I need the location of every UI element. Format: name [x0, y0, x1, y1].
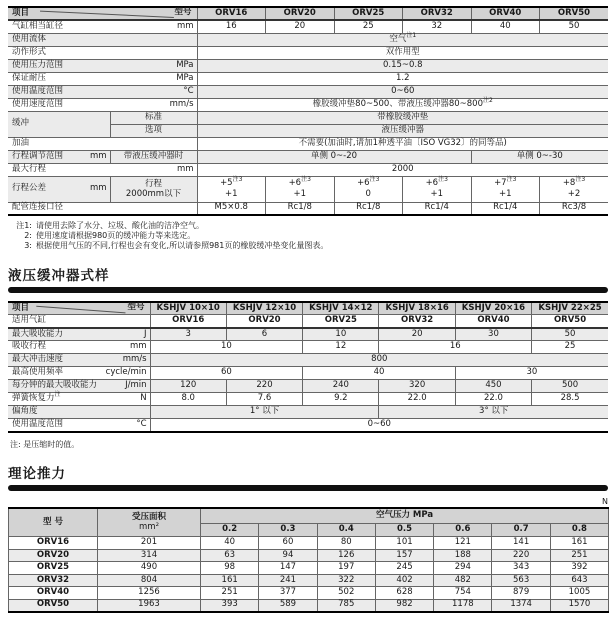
sub-line1: 行程 — [144, 178, 162, 189]
tolerance-upper: +5 — [220, 178, 233, 189]
thrust-value: 343 — [492, 562, 550, 575]
note-ref: 注3 — [369, 176, 380, 184]
row-label-impact-speed — [8, 354, 150, 367]
value-cell: 20 — [266, 20, 335, 33]
model-header: KSHJV 12×10 — [226, 302, 302, 315]
thrust-value: 141 — [492, 537, 550, 550]
thrust-value: 1374 — [492, 599, 550, 612]
spec-row-stroke-tolerance — [8, 176, 608, 202]
tolerance-cell — [197, 176, 266, 202]
value-cell: 22.0 — [379, 393, 455, 406]
label-text: 行程调节范围 — [12, 150, 64, 161]
tolerance-upper: +8 — [562, 178, 576, 189]
spec-table — [8, 6, 608, 216]
thrust-value: 251 — [550, 549, 608, 562]
thrust-value: 563 — [492, 574, 550, 587]
sub-label-stroke-range — [110, 176, 197, 202]
thrust-value: 402 — [375, 574, 433, 587]
row-label-angle: 偏角度 — [8, 406, 150, 419]
row-label-stroke — [8, 341, 150, 354]
tolerance-cell — [403, 176, 472, 202]
value-cell: 240 — [303, 380, 379, 393]
thrust-row — [9, 574, 609, 587]
label-text: 行程公差 — [12, 183, 47, 194]
value-cell: 0.15~0.8 — [197, 59, 608, 72]
thrust-value: 294 — [434, 562, 492, 575]
absorber-row-cylinder — [8, 315, 608, 328]
thrust-header-row-1 — [9, 508, 609, 524]
label-text: 使用速度范围 — [12, 98, 64, 109]
thrust-value: 643 — [550, 574, 608, 587]
sub-label-standard: 标准 — [110, 111, 197, 124]
value-cell: 带橡胶缓冲垫 — [197, 111, 608, 124]
absorber-row-temperature — [8, 419, 608, 432]
value-cell: 40 — [471, 20, 540, 33]
area-cell: 201 — [98, 537, 201, 550]
tolerance-lower: +1 — [430, 189, 444, 199]
model-cell: ORV16 — [9, 537, 98, 550]
row-label-action: 动作形式 — [8, 46, 197, 59]
label-text: 保证耐压 — [12, 72, 47, 83]
unit-text: N — [140, 393, 147, 404]
thrust-value: 161 — [201, 574, 259, 587]
corner-item-label: 项目 — [12, 8, 30, 18]
absorber-corner-cell — [8, 302, 150, 315]
absorber-table — [8, 301, 608, 433]
value-cell: ORV32 — [379, 315, 455, 328]
value-cell: 800 — [150, 354, 608, 367]
label-text: 使用温度范围 — [12, 419, 64, 430]
value-cell: Rc1/4 — [403, 202, 472, 215]
thrust-table — [8, 507, 609, 613]
spec-row-cushion-standard — [8, 111, 608, 124]
value-cell: 320 — [379, 380, 455, 393]
model-header: ORV25 — [334, 7, 403, 20]
value-cell: 50 — [540, 20, 609, 33]
note-text: 根据使用气压的不同,行程也会有变化,所以请参照981页的橡胶缓冲垫变化量图表。 — [36, 241, 329, 251]
tolerance-lower: +1 — [498, 189, 512, 199]
value-cell: 120 — [150, 380, 226, 393]
sub-label-option: 选项 — [110, 124, 197, 137]
model-header: KSHJV 18×16 — [379, 302, 455, 315]
note-ref: 注3 — [506, 176, 517, 184]
value-cell: 20 — [379, 328, 455, 341]
spec-row-speed — [8, 98, 608, 111]
value-cell: 7.6 — [226, 393, 302, 406]
note-ref: 注3 — [575, 176, 586, 184]
value-cell: 3° 以下 — [379, 406, 608, 419]
tolerance-upper: +6 — [425, 178, 439, 189]
value-cell: M5×0.8 — [197, 202, 266, 215]
absorber-row-impact-speed — [8, 354, 608, 367]
thrust-value: 589 — [259, 599, 317, 612]
value-cell: 220 — [226, 380, 302, 393]
thrust-value: 126 — [317, 549, 375, 562]
value-cell: 32 — [403, 20, 472, 33]
area-cell: 490 — [98, 562, 201, 575]
value-cell: Rc1/8 — [266, 202, 335, 215]
spec-row-fluid — [8, 33, 608, 46]
corner-item-label: 项目 — [12, 302, 30, 313]
spec-row-max-stroke — [8, 163, 608, 176]
absorber-row-spring-force — [8, 393, 608, 406]
model-header: ORV20 — [266, 7, 335, 20]
value-cell: ORV16 — [150, 315, 226, 328]
value-cell: 16 — [197, 20, 266, 33]
value-cell: 1° 以下 — [150, 406, 379, 419]
value-cell: 12 — [303, 341, 379, 354]
spec-corner-cell — [8, 7, 197, 20]
pressure-header: 0.8 — [550, 524, 608, 537]
model-cell: ORV32 — [9, 574, 98, 587]
thrust-value: 188 — [434, 549, 492, 562]
value-cell: 1.2 — [197, 72, 608, 85]
absorber-header-row — [8, 302, 608, 315]
note-ref: 注2 — [483, 96, 493, 104]
thrust-value: 502 — [317, 587, 375, 600]
thrust-value: 40 — [201, 537, 259, 550]
value-cell: 50 — [532, 328, 608, 341]
tolerance-lower: +1 — [293, 189, 307, 199]
spec-row-bore — [8, 20, 608, 33]
row-label-bore — [8, 20, 197, 33]
thrust-unit-label: N — [602, 496, 608, 506]
row-label-pressure — [8, 59, 197, 72]
thrust-value: 322 — [317, 574, 375, 587]
unit-text: °C — [183, 85, 194, 96]
label-text: 使用温度范围 — [12, 85, 64, 96]
tolerance-lower: +2 — [567, 189, 581, 199]
thrust-value: 1570 — [550, 599, 608, 612]
value-cell: 28.5 — [532, 393, 608, 406]
sub-label-with-absorber: 带液压缓冲器时 — [110, 150, 197, 163]
thrust-value: 245 — [375, 562, 433, 575]
diagonal-line-icon — [8, 8, 197, 19]
value-cell: 30 — [455, 328, 531, 341]
absorber-row-stroke — [8, 341, 608, 354]
unit-text: mm/s — [169, 98, 194, 109]
value-cell: 10 — [150, 341, 303, 354]
note-ref: 注1 — [406, 31, 417, 39]
thrust-value: 98 — [201, 562, 259, 575]
value-cell: 16 — [379, 341, 532, 354]
thrust-row — [9, 537, 609, 550]
row-label-port: 配管连接口径 — [8, 202, 197, 215]
spec-row-pressure — [8, 59, 608, 72]
tolerance-cell — [471, 176, 540, 202]
thrust-value: 63 — [201, 549, 259, 562]
model-header: KSHJV 20×16 — [455, 302, 531, 315]
thrust-value: 121 — [434, 537, 492, 550]
spec-row-temperature — [8, 85, 608, 98]
unit-text: °C — [136, 419, 147, 430]
unit-text: mm — [89, 183, 107, 194]
unit-text: mm — [176, 20, 194, 31]
thrust-value: 754 — [434, 587, 492, 600]
note-ref: 注3 — [301, 176, 311, 184]
absorber-row-frequency — [8, 367, 608, 380]
label-text: 每分钟的最大吸收能力 — [12, 380, 98, 391]
thrust-row — [9, 599, 609, 612]
value-cell: Rc1/4 — [471, 202, 540, 215]
row-label-energy-per-min — [8, 380, 150, 393]
value-cell: 单侧 0~-30 — [471, 150, 608, 163]
thrust-value: 147 — [259, 562, 317, 575]
value-cell: 25 — [334, 20, 403, 33]
value-cell: 25 — [532, 341, 608, 354]
model-header: KSHJV 22×25 — [532, 302, 608, 315]
area-header-text: 受压面积 — [131, 512, 166, 523]
absorber-note: 注: 是压缩时的值。 — [10, 439, 80, 449]
pressure-header: 0.7 — [492, 524, 550, 537]
label-text: 最大吸收能力 — [12, 328, 64, 339]
unit-text: MPa — [176, 59, 194, 70]
note-number: 2: — [24, 231, 32, 241]
absorber-section-title: 液压缓冲器式样 — [8, 267, 110, 284]
value-cell: Rc3/8 — [540, 202, 609, 215]
thrust-value: 94 — [259, 549, 317, 562]
note-ref: 注3 — [232, 176, 243, 184]
thrust-value: 393 — [201, 599, 259, 612]
row-label-max-energy — [8, 328, 150, 341]
model-header: KSHJV 10×10 — [150, 302, 226, 315]
section-bar — [8, 287, 608, 293]
thrust-value: 377 — [259, 587, 317, 600]
thrust-row — [9, 587, 609, 600]
label-text: 最高使用频率 — [12, 367, 64, 378]
thrust-value: 982 — [375, 599, 433, 612]
absorber-row-angle — [8, 406, 608, 419]
thrust-value: 80 — [317, 537, 375, 550]
area-unit-text: mm² — [139, 522, 159, 533]
row-label-lubrication: 加油 — [8, 137, 197, 150]
label-text: 使用压力范围 — [12, 59, 64, 70]
value-cell: 450 — [455, 380, 531, 393]
value-cell: Rc1/8 — [334, 202, 403, 215]
row-label-temperature — [8, 85, 197, 98]
unit-text: J/min — [125, 380, 147, 391]
note-text: 使用速度请根据980页的缓冲能力等来选定。 — [36, 231, 196, 241]
thrust-value: 628 — [375, 587, 433, 600]
row-label-fluid: 使用流体 — [8, 33, 197, 46]
thrust-value: 879 — [492, 587, 550, 600]
thrust-value: 60 — [259, 537, 317, 550]
thrust-value: 101 — [375, 537, 433, 550]
area-cell: 1963 — [98, 599, 201, 612]
value-cell: 40 — [303, 367, 456, 380]
model-cell: ORV50 — [9, 599, 98, 612]
tolerance-lower: 0 — [365, 189, 371, 199]
model-cell: ORV25 — [9, 562, 98, 575]
label-text: 吸收行程 — [12, 341, 47, 352]
row-label-frequency — [8, 367, 150, 380]
model-column-header: 型 号 — [9, 508, 98, 537]
thrust-value: 197 — [317, 562, 375, 575]
pressure-header: 0.3 — [259, 524, 317, 537]
value-cell: ORV50 — [532, 315, 608, 328]
pressure-header: 0.5 — [375, 524, 433, 537]
model-cell: ORV20 — [9, 549, 98, 562]
row-label-temperature — [8, 419, 150, 432]
pressure-header: 0.2 — [201, 524, 259, 537]
spec-row-lubrication — [8, 137, 608, 150]
value-cell: 单侧 0~-20 — [197, 150, 471, 163]
value-cell: 10 — [303, 328, 379, 341]
value-cell: 2000 — [197, 163, 608, 176]
note-line — [10, 241, 608, 251]
value-cell: 9.2 — [303, 393, 379, 406]
thrust-value: 392 — [550, 562, 608, 575]
section-bar — [8, 485, 608, 491]
spec-row-action — [8, 46, 608, 59]
tolerance-upper: +6 — [357, 178, 370, 189]
note-number: 注1: — [16, 221, 32, 230]
note-line — [10, 221, 608, 231]
value-cell: 60 — [150, 367, 303, 380]
model-header: ORV50 — [540, 7, 609, 20]
model-header: ORV32 — [403, 7, 472, 20]
unit-text: mm — [176, 163, 194, 174]
value-cell: 不需要(加油时,请加1种透平油〔ISO VG32〕的同等品) — [197, 137, 608, 150]
label-text: 最大冲击速度 — [12, 354, 64, 365]
area-cell: 804 — [98, 574, 201, 587]
label-text: 气缸相当缸径 — [12, 20, 64, 31]
pressure-group-header: 空气压力 MPa — [201, 508, 609, 524]
model-header: ORV40 — [471, 7, 540, 20]
unit-text: MPa — [176, 72, 194, 83]
value-cell: ORV20 — [226, 315, 302, 328]
area-column-header — [98, 508, 201, 537]
row-label-stroke-adjust — [8, 150, 110, 163]
value-cell: 6 — [226, 328, 302, 341]
unit-text: cycle/min — [105, 367, 147, 378]
sub-line2: 2000mm以下 — [125, 189, 182, 199]
thrust-section-title: 理论推力 — [8, 465, 66, 482]
row-label-cushion: 缓冲 — [8, 111, 110, 137]
thrust-value: 482 — [434, 574, 492, 587]
area-cell: 1256 — [98, 587, 201, 600]
note-line — [10, 231, 608, 241]
unit-text: J — [144, 328, 147, 339]
unit-text: mm — [129, 341, 147, 352]
model-header: KSHJV 14×12 — [303, 302, 379, 315]
spec-row-stroke-adjust — [8, 150, 608, 163]
note-number: 3: — [24, 241, 32, 251]
unit-text: mm/s — [122, 354, 147, 365]
row-label-stroke-tolerance — [8, 176, 110, 202]
tolerance-upper: +7 — [494, 178, 507, 189]
model-cell: ORV40 — [9, 587, 98, 600]
value-cell: 0~60 — [150, 419, 608, 432]
unit-text: mm — [89, 150, 107, 161]
label-text: 弹簧恢复力 — [12, 393, 55, 404]
value-cell: 8.0 — [150, 393, 226, 406]
value-cell: 22.0 — [455, 393, 531, 406]
model-header: ORV16 — [197, 7, 266, 20]
thrust-value: 161 — [550, 537, 608, 550]
value-cell — [197, 33, 608, 46]
spec-row-proof-pressure — [8, 72, 608, 85]
tolerance-upper: +6 — [288, 178, 302, 189]
thrust-value: 157 — [375, 549, 433, 562]
spec-notes — [10, 221, 608, 252]
value-cell — [197, 98, 608, 111]
spec-header-row — [8, 7, 608, 20]
value-cell: 30 — [455, 367, 608, 380]
value-cell: 液压缓冲器 — [197, 124, 608, 137]
value-cell: 双作用型 — [197, 46, 608, 59]
thrust-value: 220 — [492, 549, 550, 562]
value-text: 橡胶缓冲垫80~500、带液压缓冲器80~800 — [312, 98, 483, 109]
row-label-speed — [8, 98, 197, 111]
thrust-value: 241 — [259, 574, 317, 587]
row-label-cylinder: 适用气缸 — [8, 315, 150, 328]
spec-row-port — [8, 202, 608, 215]
label-text: 最大行程 — [12, 163, 47, 174]
absorber-row-max-energy — [8, 328, 608, 341]
note-text: 请使用去除了水分、垃圾、酸化油的洁净空气。 — [36, 221, 204, 230]
note-ref: 注3 — [438, 176, 448, 184]
value-text: 空气 — [389, 33, 407, 44]
row-label-spring-force — [8, 393, 150, 406]
tolerance-lower: +1 — [224, 189, 238, 199]
corner-model-label: 型号 — [174, 7, 192, 18]
tolerance-cell — [334, 176, 403, 202]
value-cell: 0~60 — [197, 85, 608, 98]
pressure-header: 0.6 — [434, 524, 492, 537]
value-cell: ORV25 — [303, 315, 379, 328]
row-label-max-stroke — [8, 163, 197, 176]
pressure-header: 0.4 — [317, 524, 375, 537]
thrust-row — [9, 549, 609, 562]
corner-model-label: 型号 — [127, 302, 145, 313]
thrust-value: 1005 — [550, 587, 608, 600]
value-cell: 3 — [150, 328, 226, 341]
thrust-value: 785 — [317, 599, 375, 612]
row-label-proof-pressure — [8, 72, 197, 85]
area-cell: 314 — [98, 549, 201, 562]
tolerance-cell — [266, 176, 335, 202]
thrust-row — [9, 562, 609, 575]
value-cell: ORV40 — [455, 315, 531, 328]
value-cell: 500 — [532, 380, 608, 393]
note-ref: 注 — [54, 391, 61, 399]
tolerance-cell — [540, 176, 609, 202]
absorber-row-energy-per-min — [8, 380, 608, 393]
thrust-value: 1178 — [434, 599, 492, 612]
thrust-value: 251 — [201, 587, 259, 600]
